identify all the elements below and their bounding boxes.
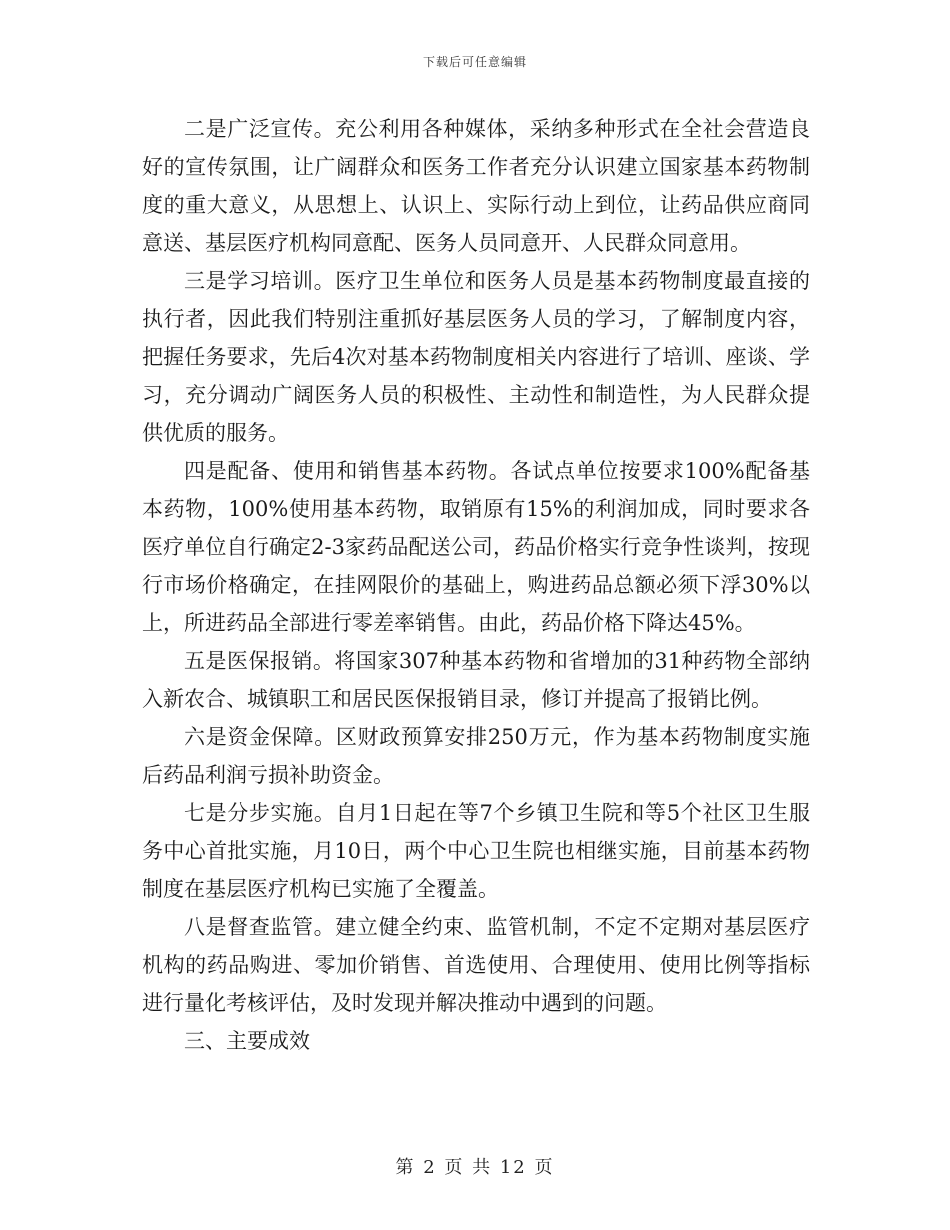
- paragraph-publicity: 二是广泛宣传。充公利用各种媒体，采纳多种形式在全社会营造良好的宣传氛围，让广阔群众和医务工作者充分认识建立国家基本药物制度的重大意义，从思想上、认识上、实际行动上到位，让药品供应商同意送、基层医疗机构同意配、医务人员同意开、人民群众同意用。: [142, 117, 810, 255]
- paragraph-supervision: 八是督查监管。建立健全约束、监管机制，不定不定期对基层医疗机构的药品购进、零加价销售、首选使用、合理使用、使用比例等指标进行量化考核评估，及时发现并解决推动中遇到的问题。: [142, 915, 810, 1015]
- section-heading-results: 三、主要成效: [184, 1029, 310, 1053]
- page-header: 下载后可任意编辑: [422, 55, 527, 69]
- paragraph-funding: 六是资金保障。区财政预算安排250万元，作为基本药物制度实施后药品利润亏损补助资金。: [142, 725, 810, 787]
- document-body: [142, 110, 810, 1060]
- page-number-footer: 第 2 页 共 12 页: [395, 1157, 555, 1178]
- paragraph-implementation: 七是分步实施。自月1日起在等7个乡镇卫生院和等5个社区卫生服务中心首批实施，月10日，两个中心卫生院也相继实施，目前基本药物制度在基层医疗机构已实施了全覆盖。: [142, 801, 810, 901]
- paragraph-insurance: 五是医保报销。将国家307种基本药物和省增加的31种药物全部纳入新农合、城镇职工和居民医保报销目录，修订并提高了报销比例。: [142, 649, 810, 711]
- paragraph-training: 三是学习培训。医疗卫生单位和医务人员是基本药物制度最直接的执行者，因此我们特别注重抓好基层医务人员的学习，了解制度内容，把握任务要求，先后4次对基本药物制度相关内容进行了培训、座谈、学习，充分调动广阔医务人员的积极性、主动性和制造性，为人民群众提供优质的服务。: [142, 269, 810, 445]
- paragraph-essential-drugs: 四是配备、使用和销售基本药物。各试点单位按要求100%配备基本药物，100%使用基本药物，取销原有15%的利润加成，同时要求各医疗单位自行确定2-3家药品配送公司，药品价格实行竞争性谈判，按现行市场价格确定，在挂网限价的基础上，购进药品总额必须下浮30%以上，所进药品全部进行零差率销售。由此，药品价格下降达45%。: [142, 459, 810, 635]
